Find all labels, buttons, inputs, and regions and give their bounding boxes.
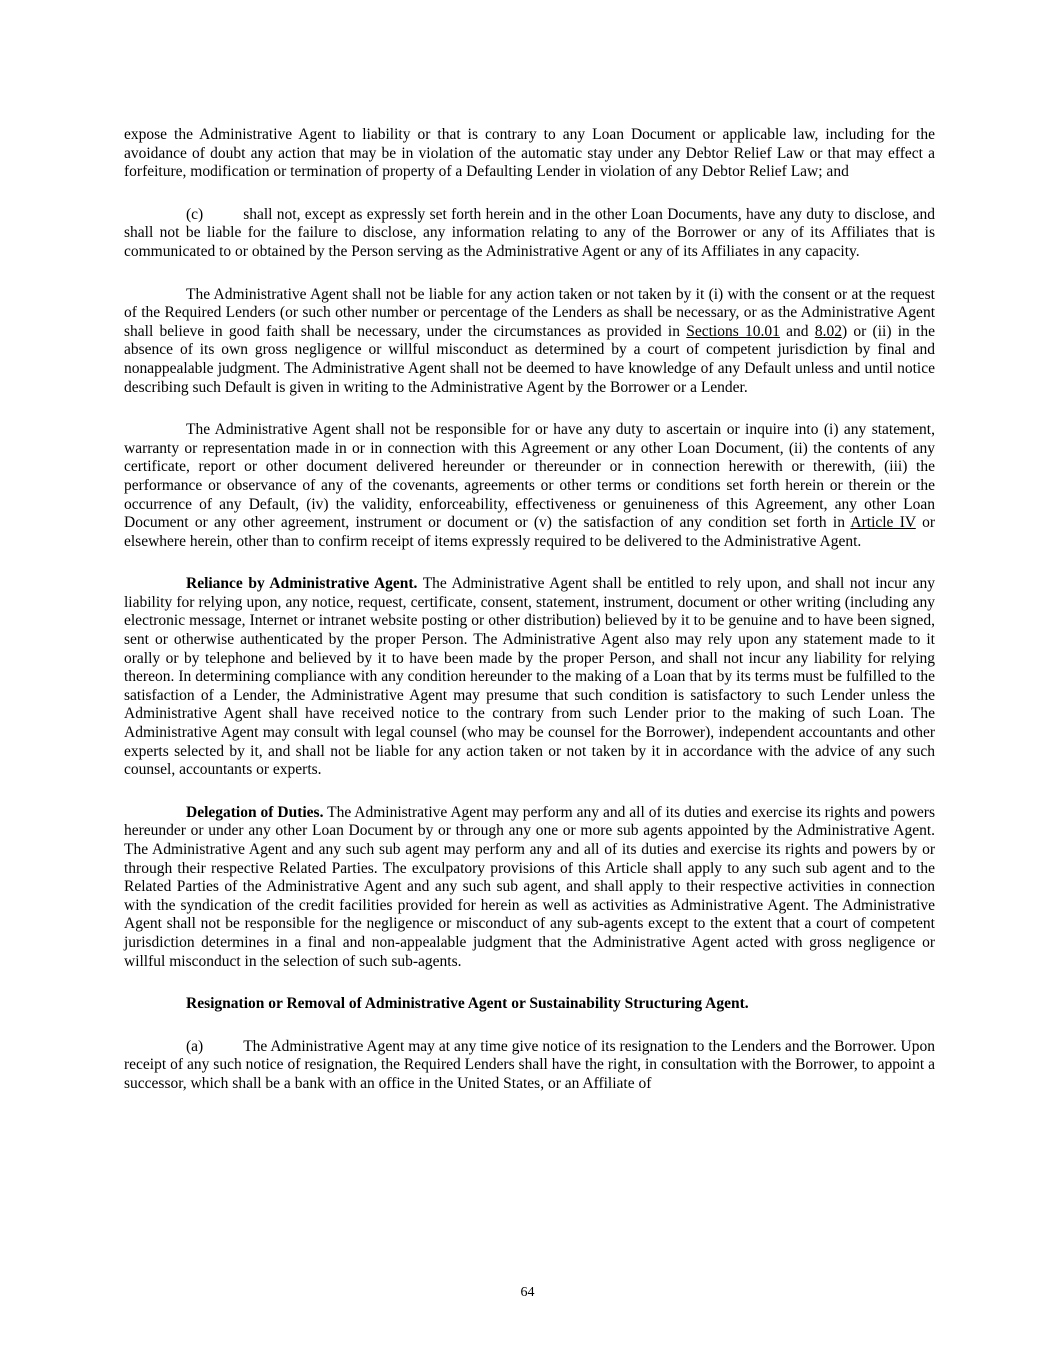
section-reference: 8.02 bbox=[814, 322, 842, 340]
paragraph-clause-a bbox=[124, 1038, 935, 1094]
paragraph-text: The Administrative Agent shall be entitled to rely upon, and shall not incur any liability for relying upon, any notice, request, certificate, consent, statement, instrument, document or other writing (including any electronic message, Internet or intranet website posting or other distribution) believed by it to be genuine and to have been signed, sent or otherwise authenticated by the proper Person. The Administrative Agent also may rely upon any statement made to it orally or by telephone and believed by it to have been made by the proper Person, and shall not incur any liability for relying thereon. In determining compliance with any condition hereunder to the making of a Loan that by its terms must be fulfilled to the satisfaction of a Lender, the Administrative Agent may presume that such condition is satisfactory to such Lender unless the Administrative Agent shall have received notice to the contrary from such Lender prior to the making of such Loan. The Administrative Agent may consult with legal counsel (who may be counsel for the Borrower), independent accountants and other experts selected by it, and shall not be liable for any action taken or not taken by it in accordance with the advice of any such counsel, accountants or experts. bbox=[124, 575, 935, 779]
paragraph-text: and bbox=[779, 322, 815, 340]
paragraph-text: ) or (ii) in the absence of its own gross negligence or willful misconduct as determined by a court of competent jurisdiction by final and nonappealable judgment. The Administrative Agent shall not be deemed to have knowledge of any Default unless and until notice describing such Default is given in writing to the Administrative Agent by the Borrower or a Lender. bbox=[124, 322, 935, 396]
section-heading-text: Resignation or Removal of Administrative Agent or Sustainability Structuring Agent. bbox=[186, 995, 749, 1013]
paragraph-text: The Administrative Agent shall not be responsible for or have any duty to ascertain or inquire into (i) any statement, warranty or representation made in or in connection with this Agreement or any other Loan Document, (ii) the contents of any certificate, report or other document delivered hereunder or thereunder or in connection herewith or therewith, (iii) the performance or observance of any of the covenants, agreements or other terms or conditions set forth herein or therein or the occurrence of any Default, (iv) the validity, enforceability, effectiveness or genuineness of this Agreement, any other Loan Document or any other agreement, instrument or document or (v) the satisfaction of any condition set forth in bbox=[124, 421, 935, 532]
paragraph-text: The Administrative Agent may at any time give notice of its resignation to the Lenders and the Borrower. Upon receipt of any such notice of resignation, the Required Lenders shall have the right, in consultation with the Borrower, to appoint a successor, which shall be a bank with an office in the United States, or an Affiliate of bbox=[124, 1037, 935, 1092]
paragraph-text: The Administrative Agent shall not be liable for any action taken or not taken by it (i) with the consent or at the request of the Required Lenders (or such other number or percentage of the Lenders as shall be necessary, or as the Administrative Agent shall believe in good faith shall be necessary, under the circumstances as provided in bbox=[124, 285, 935, 340]
paragraph-clause-c bbox=[124, 206, 935, 262]
paragraph-text: expose the Administrative Agent to liability or that is contrary to any Loan Document or applicable law, including for the avoidance of doubt any action that may be in violation of the automatic stay under any Debtor Relief Law or that may effect a forfeiture, modification or termination of property of a Defaulting Lender in violation of any Debtor Relief Law; and bbox=[124, 126, 935, 181]
paragraph-text: shall not, except as expressly set forth herein and in the other Loan Documents, have any duty to disclose, and shall not be liable for the failure to disclose, any information relating to any of the Borrower or any of its Affiliates that is communicated to or obtained by the Person serving as the Administrative Agent or any of its Affiliates in any capacity. bbox=[124, 205, 935, 260]
paragraph-responsibility bbox=[124, 421, 935, 551]
paragraph-text: The Administrative Agent may perform any and all of its duties and exercise its rights and powers hereunder or under any other Loan Document by or through any one or more sub agents appointed by the Administrative Agent. The Administrative Agent and any such sub agent may perform any and all of its duties and exercise its rights and powers by or through their respective Related Parties. The exculpatory provisions of this Article shall apply to any such sub agent and to the Related Parties of the Administrative Agent and any such sub agent, and shall apply to their respective activities in connection with the syndication of the credit facilities provided for herein as well as activities as Administrative Agent. The Administrative Agent shall not be responsible for the negligence or misconduct of any sub-agents except to the extent that a court of competent jurisdiction determines in a final and non-appealable judgment that the Administrative Agent acted with gross negligence or willful misconduct in the selection of such sub-agents. bbox=[124, 803, 935, 970]
inline-heading-delegation: Delegation of Duties. bbox=[186, 803, 324, 821]
page-number: 64 bbox=[520, 1285, 535, 1300]
paragraph-continuation bbox=[124, 126, 935, 182]
clause-label: (a) bbox=[186, 1037, 204, 1055]
heading-resignation bbox=[124, 995, 935, 1014]
paragraph-reliance bbox=[124, 575, 935, 780]
article-reference: Article IV bbox=[850, 514, 916, 532]
section-reference: Sections 10.01 bbox=[686, 322, 780, 340]
page-body bbox=[124, 126, 935, 1118]
inline-heading-reliance: Reliance by Administrative Agent. bbox=[186, 575, 418, 593]
paragraph-delegation bbox=[124, 804, 935, 971]
paragraph-text: or elsewhere herein, other than to confirm receipt of items expressly required to be delivered to the Administrative Agent. bbox=[124, 514, 935, 550]
paragraph-liability bbox=[124, 286, 935, 398]
clause-label: (c) bbox=[186, 205, 204, 223]
